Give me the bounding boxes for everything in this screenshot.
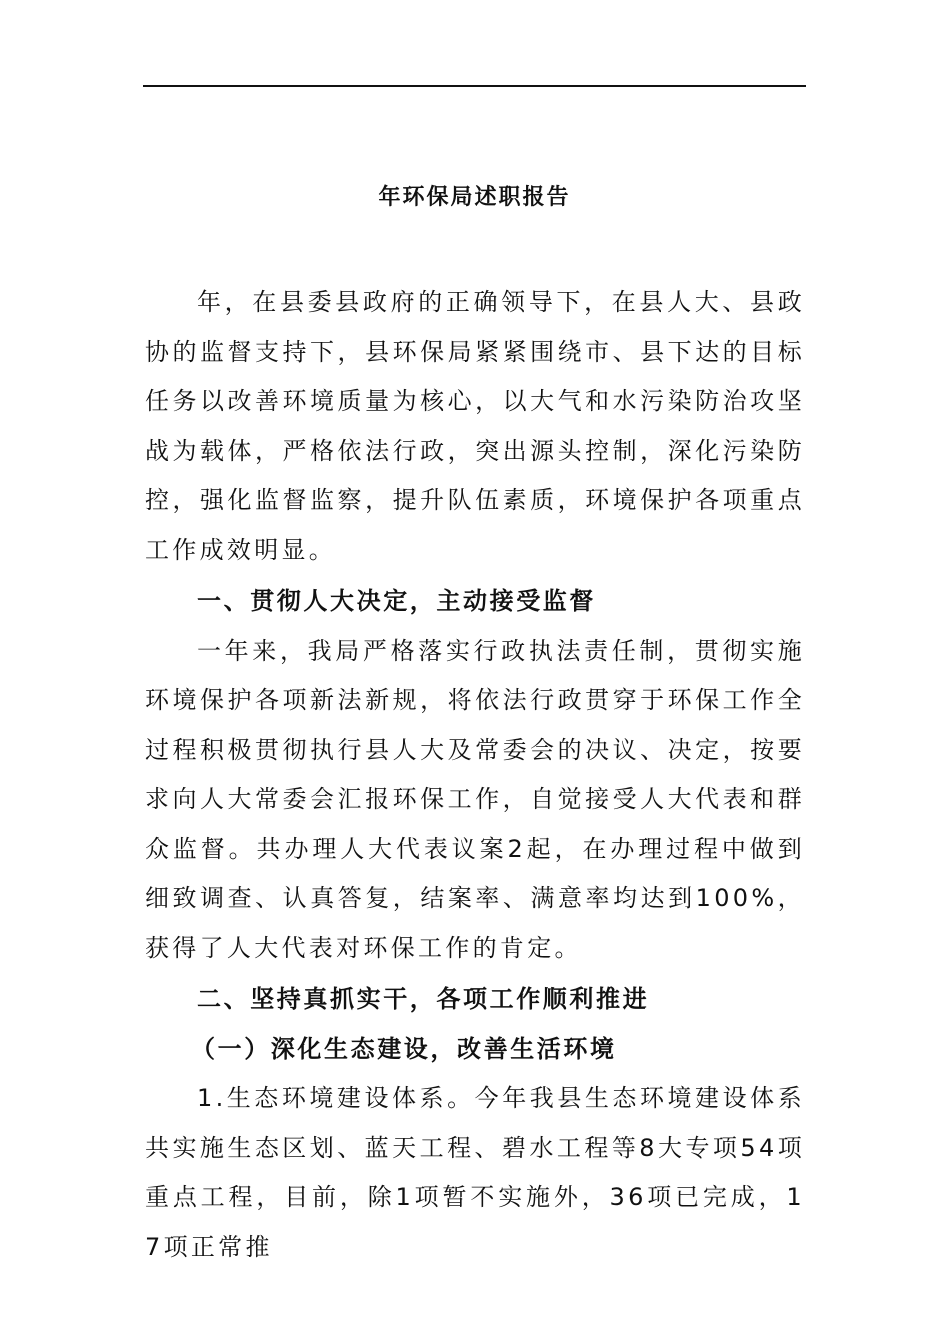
subsection-2-1-paragraph: 1.生态环境建设体系。今年我县生态环境建设体系共实施生态区划、蓝天工程、碧水工程等8大专项54项重点工程，目前，除1项暂不实施外，36项已完成，17项正常推 xyxy=(145,1084,805,1261)
intro-paragraph: 年，在县委县政府的正确领导下，在县人大、县政协的监督支持下，县环保局紧紧围绕市、县下达的目标任务以改善环境质量为核心，以大气和水污染防治攻坚战为载体，严格依法行政，突出源头控制，深化污染防控，强化监督监察，提升队伍素质，环境保护各项重点工作成效明显。 xyxy=(145,288,805,564)
document-body xyxy=(145,278,805,1272)
section-1-heading: 一、贯彻人大决定，主动接受监督 xyxy=(197,587,596,615)
section-2-heading: 二、坚持真抓实干，各项工作顺利推进 xyxy=(197,985,650,1013)
document-title: 年环保局述职报告 xyxy=(378,185,571,210)
subsection-2-1-heading: （一）深化生态建设，改善生活环境 xyxy=(191,1034,617,1063)
section-1-paragraph: 一年来，我局严格落实行政执法责任制，贯彻实施环境保护各项新法新规，将依法行政贯穿于环保工作全过程积极贯彻执行县人大及常委会的决议、决定，按要求向人大常委会汇报环保工作，自觉接受人大代表和群众监督。共办理人大代表议案2起，在办理过程中做到细致调查、认真答复，结案率、满意率均达到100%，获得了人大代表对环保工作的肯定。 xyxy=(145,636,805,962)
header-rule xyxy=(143,85,806,87)
